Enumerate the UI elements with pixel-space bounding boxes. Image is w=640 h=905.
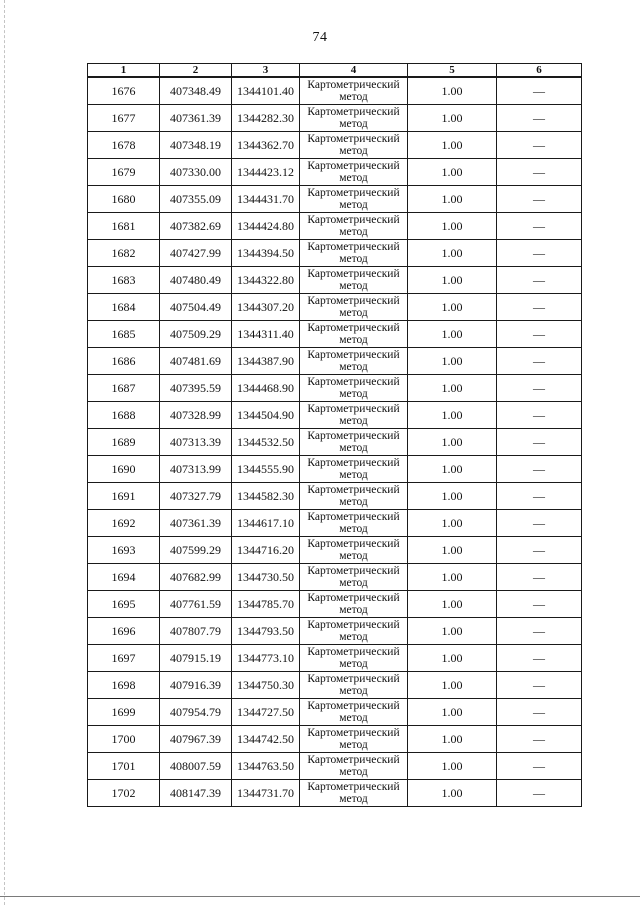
- cell-note: —: [497, 186, 582, 213]
- cell-note: —: [497, 699, 582, 726]
- cell-y-coordinate: 1344504.90: [232, 402, 300, 429]
- cell-x-coordinate: 407327.79: [160, 483, 232, 510]
- method-line-2: метод: [339, 766, 368, 778]
- table-row: [88, 186, 582, 213]
- cell-accuracy: 1.00: [408, 213, 497, 240]
- cell-y-coordinate: 1344727.50: [232, 699, 300, 726]
- cell-y-coordinate: 1344311.40: [232, 321, 300, 348]
- cell-point-id: 1699: [88, 699, 160, 726]
- cell-x-coordinate: 407361.39: [160, 510, 232, 537]
- cell-point-id: 1678: [88, 132, 160, 159]
- cell-accuracy: 1.00: [408, 456, 497, 483]
- table-row: [88, 618, 582, 645]
- method-line-2: метод: [339, 739, 368, 751]
- cell-x-coordinate: 407807.79: [160, 618, 232, 645]
- cell-point-id: 1689: [88, 429, 160, 456]
- cell-y-coordinate: 1344617.10: [232, 510, 300, 537]
- cell-x-coordinate: 407348.19: [160, 132, 232, 159]
- cell-note: —: [497, 294, 582, 321]
- cell-x-coordinate: 407954.79: [160, 699, 232, 726]
- method-line-1: Картометрический: [307, 484, 400, 496]
- cell-y-coordinate: 1344773.10: [232, 645, 300, 672]
- cell-method: [300, 645, 408, 672]
- cell-note: —: [497, 483, 582, 510]
- left-margin-rule: [4, 0, 5, 905]
- cell-y-coordinate: 1344730.50: [232, 564, 300, 591]
- cell-point-id: 1693: [88, 537, 160, 564]
- cell-note: —: [497, 726, 582, 753]
- cell-method: [300, 402, 408, 429]
- method-line-1: Картометрический: [307, 268, 400, 280]
- method-line-2: метод: [339, 712, 368, 724]
- method-line-2: метод: [339, 199, 368, 211]
- method-line-1: Картометрический: [307, 133, 400, 145]
- cell-x-coordinate: 407330.00: [160, 159, 232, 186]
- method-line-2: метод: [339, 658, 368, 670]
- cell-method: [300, 132, 408, 159]
- cell-y-coordinate: 1344785.70: [232, 591, 300, 618]
- cell-method: [300, 240, 408, 267]
- cell-y-coordinate: 1344532.50: [232, 429, 300, 456]
- cell-y-coordinate: 1344555.90: [232, 456, 300, 483]
- method-line-1: Картометрический: [307, 322, 400, 334]
- cell-y-coordinate: 1344394.50: [232, 240, 300, 267]
- cell-method: [300, 294, 408, 321]
- cell-point-id: 1681: [88, 213, 160, 240]
- method-line-2: метод: [339, 91, 368, 103]
- method-line-2: метод: [339, 469, 368, 481]
- cell-point-id: 1684: [88, 294, 160, 321]
- cell-x-coordinate: 407915.19: [160, 645, 232, 672]
- table-row: [88, 402, 582, 429]
- cell-method: [300, 591, 408, 618]
- cell-y-coordinate: 1344362.70: [232, 132, 300, 159]
- cell-y-coordinate: 1344582.30: [232, 483, 300, 510]
- cell-x-coordinate: 407313.99: [160, 456, 232, 483]
- cell-method: [300, 375, 408, 402]
- method-line-2: метод: [339, 523, 368, 535]
- table-row: [88, 483, 582, 510]
- header-col-4: 4: [300, 64, 408, 78]
- cell-y-coordinate: 1344763.50: [232, 753, 300, 780]
- cell-method: [300, 429, 408, 456]
- header-col-6: 6: [497, 64, 582, 78]
- method-line-2: метод: [339, 604, 368, 616]
- method-line-2: метод: [339, 577, 368, 589]
- method-line-2: метод: [339, 145, 368, 157]
- cell-y-coordinate: 1344101.40: [232, 77, 300, 105]
- cell-x-coordinate: 407382.69: [160, 213, 232, 240]
- cell-method: [300, 699, 408, 726]
- cell-note: —: [497, 618, 582, 645]
- method-line-2: метод: [339, 550, 368, 562]
- cell-method: [300, 213, 408, 240]
- cell-note: —: [497, 213, 582, 240]
- cell-point-id: 1698: [88, 672, 160, 699]
- header-col-2: 2: [160, 64, 232, 78]
- cell-x-coordinate: 407504.49: [160, 294, 232, 321]
- cell-note: —: [497, 753, 582, 780]
- cell-point-id: 1683: [88, 267, 160, 294]
- cell-method: [300, 780, 408, 807]
- method-line-2: метод: [339, 631, 368, 643]
- method-line-1: Картометрический: [307, 376, 400, 388]
- method-line-2: метод: [339, 361, 368, 373]
- table-row: [88, 753, 582, 780]
- cell-point-id: 1702: [88, 780, 160, 807]
- method-line-2: метод: [339, 226, 368, 238]
- cell-x-coordinate: 408007.59: [160, 753, 232, 780]
- method-line-2: метод: [339, 793, 368, 805]
- method-line-2: метод: [339, 280, 368, 292]
- header-col-5: 5: [408, 64, 497, 78]
- cell-note: —: [497, 591, 582, 618]
- table-row: [88, 564, 582, 591]
- cell-point-id: 1700: [88, 726, 160, 753]
- method-line-1: Картометрический: [307, 565, 400, 577]
- bottom-page-rule: [0, 896, 640, 897]
- cell-point-id: 1692: [88, 510, 160, 537]
- cell-y-coordinate: 1344468.90: [232, 375, 300, 402]
- method-line-1: Картометрический: [307, 592, 400, 604]
- cell-x-coordinate: 407313.39: [160, 429, 232, 456]
- cell-note: —: [497, 105, 582, 132]
- method-line-1: Картометрический: [307, 349, 400, 361]
- cell-method: [300, 618, 408, 645]
- cell-note: —: [497, 240, 582, 267]
- cell-y-coordinate: 1344282.30: [232, 105, 300, 132]
- cell-accuracy: 1.00: [408, 294, 497, 321]
- cell-x-coordinate: 407328.99: [160, 402, 232, 429]
- method-line-2: метод: [339, 118, 368, 130]
- cell-accuracy: 1.00: [408, 726, 497, 753]
- cell-accuracy: 1.00: [408, 240, 497, 267]
- method-line-1: Картометрический: [307, 187, 400, 199]
- cell-accuracy: 1.00: [408, 186, 497, 213]
- table-row: [88, 348, 582, 375]
- method-line-2: метод: [339, 388, 368, 400]
- coordinates-table: [87, 63, 582, 807]
- cell-accuracy: 1.00: [408, 591, 497, 618]
- header-col-1: 1: [88, 64, 160, 78]
- table-row: [88, 267, 582, 294]
- cell-point-id: 1690: [88, 456, 160, 483]
- method-line-1: Картометрический: [307, 160, 400, 172]
- cell-note: —: [497, 132, 582, 159]
- table-row: [88, 294, 582, 321]
- cell-accuracy: 1.00: [408, 402, 497, 429]
- cell-point-id: 1696: [88, 618, 160, 645]
- cell-note: —: [497, 780, 582, 807]
- cell-method: [300, 321, 408, 348]
- cell-y-coordinate: 1344431.70: [232, 186, 300, 213]
- cell-x-coordinate: 407599.29: [160, 537, 232, 564]
- method-line-1: Картометрический: [307, 241, 400, 253]
- cell-note: —: [497, 510, 582, 537]
- cell-point-id: 1677: [88, 105, 160, 132]
- cell-accuracy: 1.00: [408, 159, 497, 186]
- cell-note: —: [497, 537, 582, 564]
- cell-method: [300, 159, 408, 186]
- cell-y-coordinate: 1344307.20: [232, 294, 300, 321]
- cell-y-coordinate: 1344322.80: [232, 267, 300, 294]
- cell-method: [300, 348, 408, 375]
- cell-point-id: 1688: [88, 402, 160, 429]
- header-row: [88, 64, 582, 78]
- table-body: [88, 77, 582, 807]
- method-line-1: Картометрический: [307, 403, 400, 415]
- method-line-1: Картометрический: [307, 79, 400, 91]
- method-line-2: метод: [339, 172, 368, 184]
- cell-x-coordinate: 407427.99: [160, 240, 232, 267]
- cell-method: [300, 77, 408, 105]
- table-row: [88, 726, 582, 753]
- table-row: [88, 321, 582, 348]
- method-line-1: Картометрический: [307, 700, 400, 712]
- cell-accuracy: 1.00: [408, 510, 497, 537]
- cell-accuracy: 1.00: [408, 483, 497, 510]
- page-number: 74: [312, 30, 328, 45]
- cell-note: —: [497, 402, 582, 429]
- cell-x-coordinate: 407348.49: [160, 77, 232, 105]
- header-col-3: 3: [232, 64, 300, 78]
- cell-y-coordinate: 1344387.90: [232, 348, 300, 375]
- cell-note: —: [497, 564, 582, 591]
- cell-point-id: 1686: [88, 348, 160, 375]
- cell-method: [300, 186, 408, 213]
- table-row: [88, 213, 582, 240]
- cell-method: [300, 456, 408, 483]
- cell-method: [300, 105, 408, 132]
- cell-method: [300, 483, 408, 510]
- cell-method: [300, 267, 408, 294]
- cell-note: —: [497, 77, 582, 105]
- method-line-2: метод: [339, 496, 368, 508]
- table-row: [88, 132, 582, 159]
- table-row: [88, 429, 582, 456]
- cell-point-id: 1695: [88, 591, 160, 618]
- method-line-1: Картометрический: [307, 781, 400, 793]
- method-line-1: Картометрический: [307, 295, 400, 307]
- cell-accuracy: 1.00: [408, 132, 497, 159]
- table-header: [88, 64, 582, 78]
- method-line-1: Картометрический: [307, 673, 400, 685]
- cell-point-id: 1701: [88, 753, 160, 780]
- cell-point-id: 1676: [88, 77, 160, 105]
- cell-y-coordinate: 1344424.80: [232, 213, 300, 240]
- cell-point-id: 1697: [88, 645, 160, 672]
- table-row: [88, 591, 582, 618]
- table-row: [88, 159, 582, 186]
- cell-point-id: 1691: [88, 483, 160, 510]
- cell-point-id: 1694: [88, 564, 160, 591]
- table-row: [88, 645, 582, 672]
- method-line-1: Картометрический: [307, 754, 400, 766]
- method-line-1: Картометрический: [307, 214, 400, 226]
- cell-note: —: [497, 348, 582, 375]
- cell-accuracy: 1.00: [408, 375, 497, 402]
- cell-accuracy: 1.00: [408, 780, 497, 807]
- cell-x-coordinate: 407355.09: [160, 186, 232, 213]
- cell-point-id: 1685: [88, 321, 160, 348]
- method-line-1: Картометрический: [307, 646, 400, 658]
- cell-x-coordinate: 407481.69: [160, 348, 232, 375]
- table-row: [88, 672, 582, 699]
- method-line-2: метод: [339, 442, 368, 454]
- cell-y-coordinate: 1344716.20: [232, 537, 300, 564]
- cell-x-coordinate: 407967.39: [160, 726, 232, 753]
- cell-x-coordinate: 407509.29: [160, 321, 232, 348]
- table-row: [88, 456, 582, 483]
- cell-point-id: 1682: [88, 240, 160, 267]
- cell-y-coordinate: 1344750.30: [232, 672, 300, 699]
- cell-point-id: 1679: [88, 159, 160, 186]
- cell-y-coordinate: 1344731.70: [232, 780, 300, 807]
- method-line-2: метод: [339, 685, 368, 697]
- cell-y-coordinate: 1344793.50: [232, 618, 300, 645]
- method-line-1: Картометрический: [307, 538, 400, 550]
- table-row: [88, 510, 582, 537]
- method-line-1: Картометрический: [307, 511, 400, 523]
- method-line-2: метод: [339, 307, 368, 319]
- cell-accuracy: 1.00: [408, 537, 497, 564]
- cell-method: [300, 753, 408, 780]
- table-row: [88, 77, 582, 105]
- cell-method: [300, 726, 408, 753]
- cell-x-coordinate: 407395.59: [160, 375, 232, 402]
- cell-accuracy: 1.00: [408, 267, 497, 294]
- cell-accuracy: 1.00: [408, 77, 497, 105]
- table-row: [88, 699, 582, 726]
- cell-accuracy: 1.00: [408, 618, 497, 645]
- table-row: [88, 240, 582, 267]
- cell-accuracy: 1.00: [408, 699, 497, 726]
- cell-note: —: [497, 456, 582, 483]
- cell-note: —: [497, 672, 582, 699]
- cell-method: [300, 564, 408, 591]
- cell-note: —: [497, 321, 582, 348]
- cell-accuracy: 1.00: [408, 753, 497, 780]
- cell-note: —: [497, 159, 582, 186]
- cell-method: [300, 510, 408, 537]
- method-line-1: Картометрический: [307, 619, 400, 631]
- method-line-2: метод: [339, 415, 368, 427]
- cell-x-coordinate: 407682.99: [160, 564, 232, 591]
- cell-accuracy: 1.00: [408, 564, 497, 591]
- cell-accuracy: 1.00: [408, 645, 497, 672]
- cell-x-coordinate: 407361.39: [160, 105, 232, 132]
- cell-note: —: [497, 375, 582, 402]
- cell-y-coordinate: 1344742.50: [232, 726, 300, 753]
- method-line-1: Картометрический: [307, 106, 400, 118]
- cell-method: [300, 672, 408, 699]
- method-line-2: метод: [339, 334, 368, 346]
- cell-accuracy: 1.00: [408, 105, 497, 132]
- cell-x-coordinate: 407480.49: [160, 267, 232, 294]
- table-row: [88, 537, 582, 564]
- cell-method: [300, 537, 408, 564]
- cell-y-coordinate: 1344423.12: [232, 159, 300, 186]
- method-line-1: Картометрический: [307, 457, 400, 469]
- cell-accuracy: 1.00: [408, 429, 497, 456]
- cell-x-coordinate: 407761.59: [160, 591, 232, 618]
- cell-note: —: [497, 267, 582, 294]
- method-line-2: метод: [339, 253, 368, 265]
- method-line-1: Картометрический: [307, 430, 400, 442]
- method-line-1: Картометрический: [307, 727, 400, 739]
- cell-x-coordinate: 408147.39: [160, 780, 232, 807]
- cell-note: —: [497, 429, 582, 456]
- table-row: [88, 780, 582, 807]
- table-row: [88, 105, 582, 132]
- cell-point-id: 1687: [88, 375, 160, 402]
- cell-accuracy: 1.00: [408, 321, 497, 348]
- cell-accuracy: 1.00: [408, 348, 497, 375]
- table-row: [88, 375, 582, 402]
- cell-point-id: 1680: [88, 186, 160, 213]
- cell-x-coordinate: 407916.39: [160, 672, 232, 699]
- cell-accuracy: 1.00: [408, 672, 497, 699]
- cell-note: —: [497, 645, 582, 672]
